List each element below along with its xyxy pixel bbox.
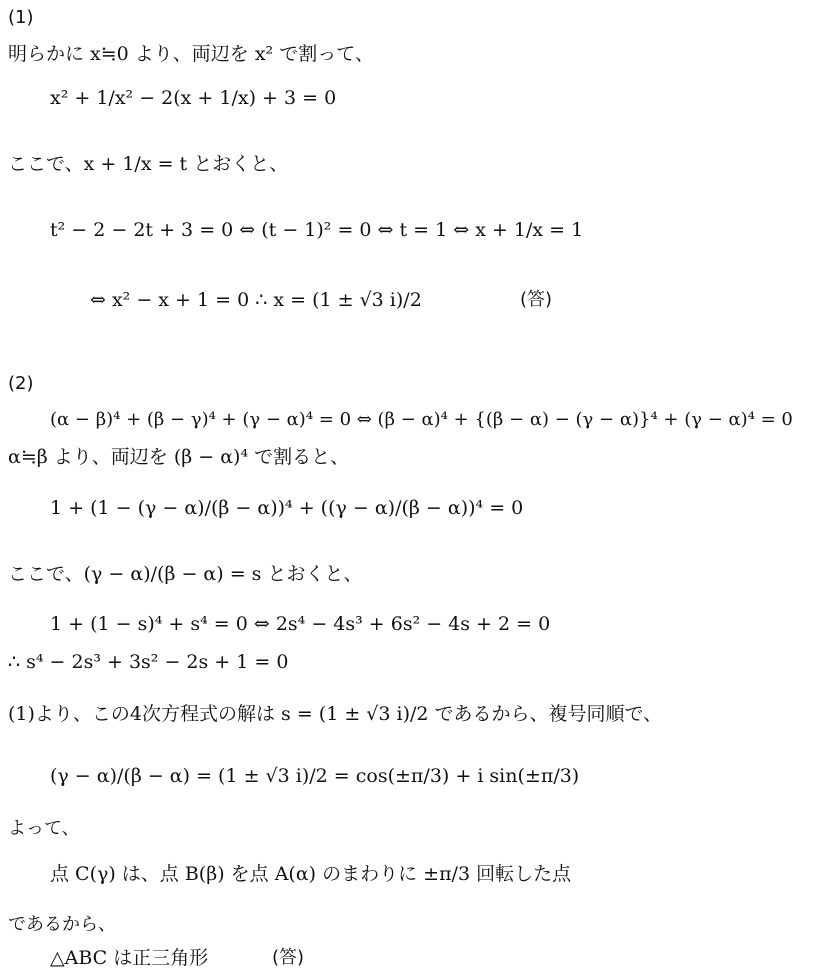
part1-answer-mark: (答) [520, 289, 553, 310]
part2-therefore: よって、 [8, 818, 80, 839]
part2-answer-mark: (答) [272, 947, 305, 968]
part2-equation-2: 1 + (1 − (γ − α)/(β − α))⁴ + ((γ − α)/(β − α))⁴ = 0 [50, 497, 524, 519]
part1-label: (1) [8, 7, 34, 28]
part2-conclusion: △ABC は正三角形 [50, 947, 209, 969]
part1-equation-3: ⇔ x² − x + 1 = 0 ∴ x = (1 ± √3 i)/2 [90, 289, 422, 311]
part1-substitution: ここで、x + 1/x = t とおくと、 [8, 153, 289, 175]
part2-substitution: ここで、(γ − α)/(β − α) = s とおくと、 [8, 563, 363, 585]
part2-equation-3: 1 + (1 − s)⁴ + s⁴ = 0 ⇔ 2s⁴ − 4s³ + 6s² − 4s + 2 = 0 [50, 613, 551, 635]
part2-equation-1: (α − β)⁴ + (β − γ)⁴ + (γ − α)⁴ = 0 ⇔ (β − α)⁴ + {(β − α) − (γ − α)}⁴ + (γ − α)⁴ = 0 [50, 409, 793, 430]
part2-label: (2) [8, 373, 34, 394]
part1-equation-2: t² − 2 − 2t + 3 = 0 ⇔ (t − 1)² = 0 ⇔ t = 1 ⇔ x + 1/x = 1 [50, 219, 584, 241]
part2-because: であるから、 [8, 914, 116, 935]
part1-equation-1: x² + 1/x² − 2(x + 1/x) + 3 = 0 [50, 87, 337, 109]
part2-divide: α≒β より、両辺を (β − α)⁴ で割ると、 [8, 446, 350, 468]
part2-from-part1: (1)より、この4次方程式の解は s = (1 ± √3 i)/2 であるから、複号同順で、 [8, 703, 663, 725]
part2-equation-4: ∴ s⁴ − 2s³ + 3s² − 2s + 1 = 0 [8, 651, 289, 673]
part2-rotation-statement: 点 C(γ) は、点 B(β) を点 A(α) のまわりに ±π/3 回転した点 [50, 863, 572, 885]
part2-equation-5: (γ − α)/(β − α) = (1 ± √3 i)/2 = cos(±π/3) + i sin(±π/3) [50, 765, 580, 787]
part1-intro: 明らかに x≒0 より、両辺を x² で割って、 [8, 43, 374, 65]
